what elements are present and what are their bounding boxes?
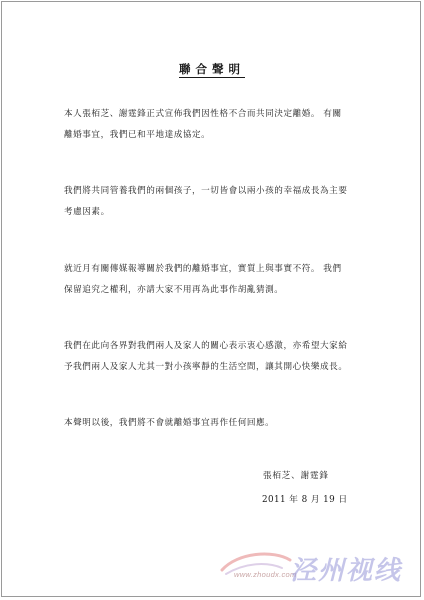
paragraph-line: 考慮因素。: [64, 207, 110, 217]
paragraph-line: 本人張栢芝、謝霆鋒正式宣佈我們因性格不合而共同決定離婚。 有關: [64, 109, 342, 119]
watermark-brand: 泾州视线: [290, 556, 403, 586]
paragraph-line: 就近月有關傳媒報導關於我們的離婚事宜，實質上與事實不符。 我們: [64, 264, 342, 274]
paragraph-line: 本聲明以後，我們將不會就離婚事宜再作任何回應。: [64, 418, 275, 428]
paragraph-4: [64, 336, 384, 378]
paragraph-line: 離婚事宜，我們已和平地達成協定。: [64, 130, 211, 140]
document-title-text: 聯合聲明: [179, 62, 245, 76]
watermark-url: www.zhoudx.com: [234, 570, 297, 579]
paragraph-1: [64, 104, 384, 146]
paragraph-line: 我們在此向各界對我們兩人及家人的關心表示衷心感激，亦希望大家給: [64, 341, 348, 351]
paragraph-line: 予我們兩人及家人尤其一對小孩寧靜的生活空間，讓其開心快樂成長。: [64, 362, 348, 372]
signature-names: 張栢芝、謝霆鋒: [263, 471, 329, 481]
document-title: [0, 61, 424, 77]
paragraph-3: [64, 259, 384, 301]
paragraph-line: 保留追究之權利，亦請大家不用再為此事作胡亂猜測。: [64, 285, 284, 295]
paragraph-5: [64, 413, 384, 434]
signature-date: 2011 年 8 月 19 日: [262, 495, 348, 505]
paragraph-line: 我們將共同管養我們的兩個孩子，一切皆會以兩小孩的幸福成長為主要: [64, 186, 348, 196]
paragraph-2: [64, 181, 384, 223]
watermark-logo: [216, 548, 406, 586]
